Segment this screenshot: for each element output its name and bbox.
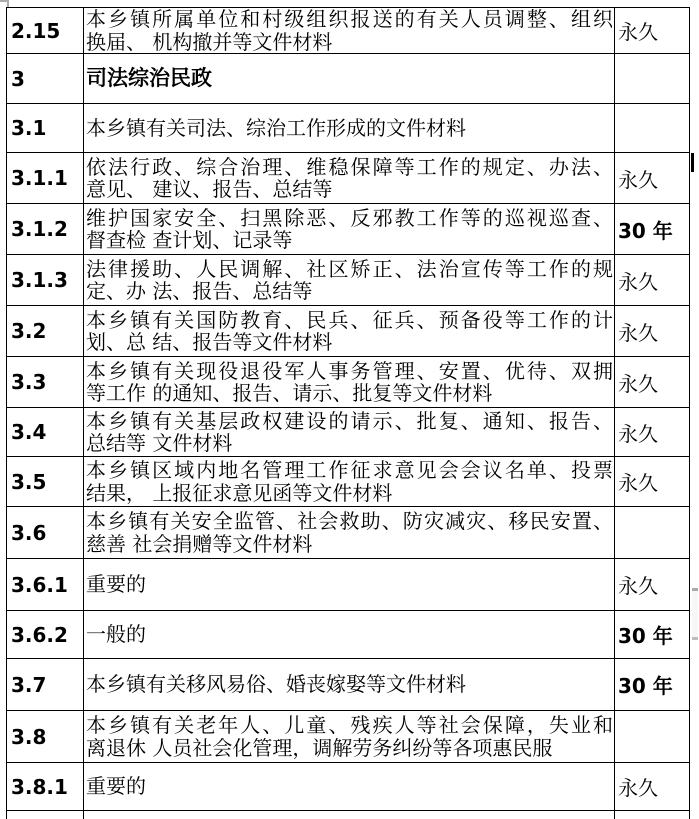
table-row: [7, 711, 689, 763]
row-description: [84, 153, 615, 203]
retention-period: 永久: [618, 574, 658, 598]
retention-period: [615, 54, 689, 103]
row-number: 3.8.1: [7, 763, 84, 810]
row-number: 3.2: [7, 306, 84, 356]
description-line: 本乡镇所属单位和村级组织报送的有关人员调整、组织: [86, 8, 613, 31]
table-row: [7, 811, 689, 819]
table-row: [7, 457, 689, 507]
retention-period: [615, 507, 689, 558]
description-line: 本乡镇有关安全监管、社会救助、防灾减灾、移民安置、: [86, 509, 613, 533]
row-number: 3.6.2: [7, 611, 84, 658]
row-description: [84, 8, 615, 53]
retention-period: [615, 104, 689, 152]
row-description: [84, 306, 615, 356]
description-line: 划、总 结、报告等文件材料: [86, 330, 333, 354]
row-description: [84, 457, 615, 506]
description-line: 重要的: [86, 774, 146, 799]
table-row: [7, 204, 689, 255]
description-line: 司法综治民政: [86, 66, 212, 91]
text-cursor: [691, 153, 694, 172]
row-description: [84, 507, 615, 558]
empty-cell: [7, 811, 84, 819]
row-description: [84, 255, 615, 305]
description-line: 本乡镇有关移风易俗、婚丧嫁娶等文件材料: [86, 672, 466, 697]
description-line: 本乡镇区域内地名管理工作征求意见会会议名单、投票: [86, 458, 613, 482]
row-description: [84, 54, 615, 103]
table-row: [7, 306, 689, 357]
scrollbar-track[interactable]: [692, 588, 698, 640]
row-number: 3: [7, 54, 84, 103]
description-line: 结果， 上报征求意见函等文件材料: [86, 480, 393, 505]
retention-period: 永久: [618, 320, 658, 345]
row-number: 3.3: [7, 357, 84, 407]
table-row: [7, 659, 689, 711]
retention-table: [6, 7, 690, 819]
scrollbar-thumb-top[interactable]: [692, 588, 698, 591]
row-description: [84, 104, 615, 152]
description-line: 意见、 建议、报告、总结等: [86, 177, 333, 201]
table-row: [7, 559, 689, 611]
retention-period: 30 年: [618, 218, 673, 243]
row-description: [84, 763, 615, 810]
row-description: [84, 559, 615, 610]
scrollbar-thumb-bottom[interactable]: [692, 637, 698, 640]
description-line: 本乡镇有关老年人、儿童、残疾人等社会保障，失业和: [86, 713, 613, 737]
row-number: 3.7: [7, 659, 84, 710]
retention-period: 永久: [618, 421, 658, 446]
description-line: 换届、 机构撤并等文件材料: [86, 29, 333, 53]
retention-period: 永久: [618, 20, 658, 44]
description-line: 慈善 社会捐赠等文件材料: [86, 531, 313, 556]
table-row: [7, 408, 689, 457]
row-description: [84, 357, 615, 407]
row-description: [84, 659, 615, 710]
table-row: [7, 8, 689, 54]
description-line: 本乡镇有关现役退役军人事务管理、安置、优待、双拥: [86, 358, 613, 383]
row-number: 3.6.1: [7, 559, 84, 610]
row-number: 2.15: [7, 8, 84, 53]
row-description: [84, 204, 615, 254]
description-line: 离退休 人员社会化管理，调解劳务纠纷等各项惠民服: [86, 735, 553, 760]
row-number: 3.6: [7, 507, 84, 558]
retention-period: 永久: [618, 269, 658, 294]
description-line: 维护国家安全、扫黑除恶、反邪教工作等的巡视巡查、: [86, 205, 613, 230]
description-line: 重要的: [86, 572, 146, 597]
retention-period: 30 年: [618, 674, 673, 698]
empty-cell: [615, 811, 689, 819]
table-row: [7, 104, 689, 153]
description-line: 本乡镇有关基层政权建设的请示、批复、通知、报告、: [86, 408, 613, 433]
retention-period: 永久: [618, 471, 658, 495]
description-line: 总结等 文件材料: [86, 431, 233, 455]
description-line: 依法行政、综合治理、维稳保障等工作的规定、办法、: [86, 154, 613, 179]
table-row: [7, 153, 689, 204]
row-number: 3.5: [7, 457, 84, 506]
retention-period: 永久: [618, 776, 658, 800]
table-row: [7, 357, 689, 408]
table-row: [7, 507, 689, 559]
table-row: [7, 611, 689, 659]
row-number: 3.1.1: [7, 153, 84, 203]
table-row: [7, 255, 689, 306]
retention-period: [615, 711, 689, 762]
description-line: 一般的: [86, 622, 146, 647]
description-line: 等工作 的通知、报告、请示、批复等文件材料: [86, 381, 493, 405]
table-row: [7, 763, 689, 811]
description-line: 法律援助、人民调解、社区矫正、法治宣传等工作的规: [86, 256, 613, 281]
row-number: 3.1.3: [7, 255, 84, 305]
retention-period: 30 年: [618, 624, 673, 648]
description-line: 督查检 查计划、记录等: [86, 228, 293, 252]
row-description: [84, 408, 615, 456]
description-line: 本乡镇有关国防教育、民兵、征兵、预备役等工作的计: [86, 307, 613, 332]
row-description: [84, 711, 615, 762]
retention-period: 永久: [618, 167, 658, 192]
description-line: 本乡镇有关司法、综治工作形成的文件材料: [86, 115, 466, 140]
row-description: [84, 611, 615, 658]
retention-period: 永久: [618, 371, 658, 396]
row-number: 3.8: [7, 711, 84, 762]
row-number: 3.1: [7, 104, 84, 152]
table-row: [7, 54, 689, 104]
row-number: 3.1.2: [7, 204, 84, 254]
row-number: 3.4: [7, 408, 84, 456]
description-line: 定、办 法、报告、总结等: [86, 279, 313, 303]
empty-cell: [84, 811, 615, 819]
